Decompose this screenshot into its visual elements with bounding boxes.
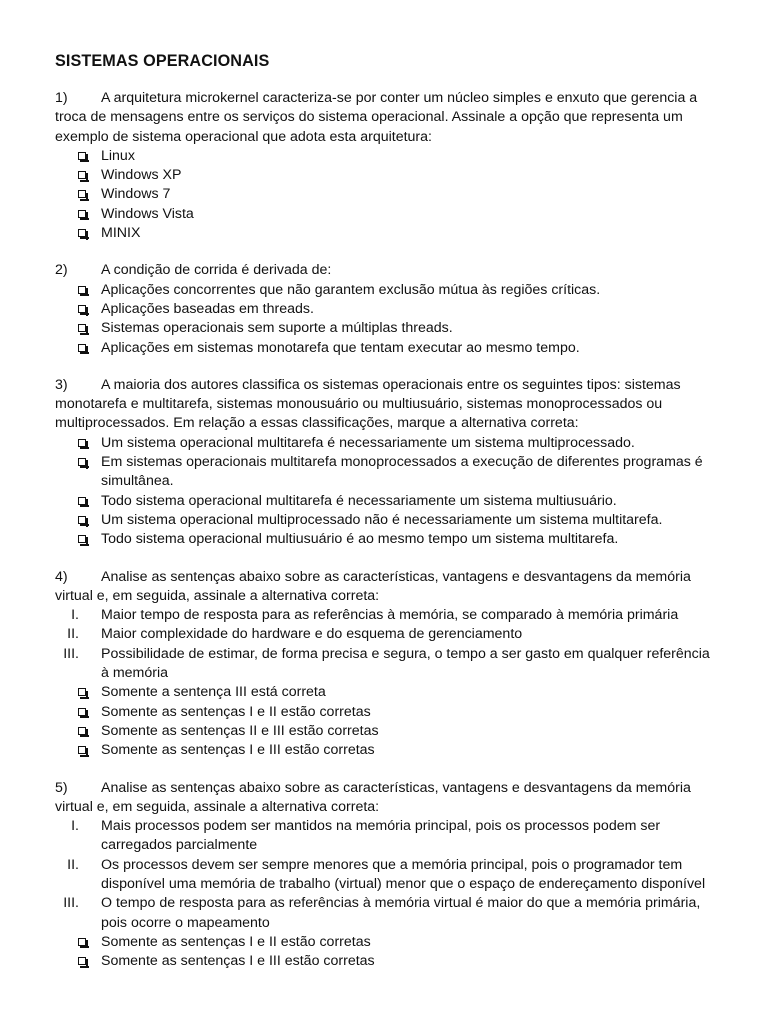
sentence-text: Possibilidade de estimar, de forma precisa e segura, o tempo a ser gasto em qualquer referência à memória: [101, 645, 710, 682]
checkbox-icon[interactable]: [78, 535, 86, 543]
options-list: [55, 933, 720, 972]
sentence-numeral: I.: [71, 818, 79, 835]
question-text: [55, 261, 720, 280]
option-label: Sistemas operacionais sem suporte a múltiplas threads.: [101, 320, 453, 337]
option-item[interactable]: [55, 952, 720, 971]
sentence-numeral: III.: [63, 895, 79, 912]
document-page: [55, 50, 720, 971]
option-item[interactable]: [55, 300, 720, 319]
checkbox-icon[interactable]: [78, 324, 86, 332]
sentence-item: [55, 625, 720, 644]
option-item[interactable]: [55, 319, 720, 338]
question-statement: A arquitetura microkernel caracteriza-se por conter um núcleo simples e enxuto que gerencia a troca de mensagens entre os serviços do sistema operacional. Assinale a opção que representa um exemplo de sistema operacional que adota esta arquitetura:: [55, 90, 698, 145]
checkbox-icon[interactable]: [78, 152, 86, 160]
option-label: Somente as sentenças I e II estão corretas: [101, 703, 371, 720]
option-label: Todo sistema operacional multitarefa é necessariamente um sistema multiusuário.: [101, 492, 617, 509]
option-item[interactable]: [55, 703, 720, 722]
question-text: [55, 568, 720, 607]
sentence-text: Maior tempo de resposta para as referências à memória, se comparado à memória primária: [101, 607, 679, 624]
option-label: Somente as sentenças II e III estão corretas: [101, 722, 379, 739]
document-title: SISTEMAS OPERACIONAIS: [55, 52, 270, 70]
option-item[interactable]: [55, 339, 720, 358]
sentence-text: Os processos devem ser sempre menores que a memória principal, pois o programador tem disponível uma memória de trabalho (virtual) menor que o espaço de endereçamento disponível: [101, 856, 706, 892]
sentence-item: [55, 894, 720, 933]
question-text: [55, 376, 720, 434]
question-5: [55, 779, 720, 972]
option-label: Windows XP: [101, 167, 182, 184]
option-label: Todo sistema operacional multiusuário é ao mesmo tempo um sistema multitarefa.: [101, 531, 619, 548]
sentence-numeral: I.: [71, 607, 79, 624]
question-text: [55, 89, 720, 147]
question-number: 3): [55, 376, 68, 393]
question-1: [55, 89, 720, 243]
sentence-numeral: II.: [67, 626, 79, 643]
option-item[interactable]: [55, 147, 720, 166]
option-item[interactable]: [55, 933, 720, 952]
option-label: MINIX: [101, 225, 141, 242]
sentence-numeral: II.: [67, 856, 79, 873]
question-statement: A maioria dos autores classifica os sistemas operacionais entre os seguintes tipos: sistemas monotarefa e multitarefa, sistemas monousuário ou multiusuário, sistemas monoprocessados ou multiprocessados. Em relação a essas classificações, marque a alternativa correta:: [55, 376, 681, 432]
option-item[interactable]: [55, 224, 720, 243]
option-item[interactable]: [55, 683, 720, 702]
question-number: 2): [55, 262, 68, 279]
options-list: [55, 281, 720, 358]
sentence-text: Maior complexidade do hardware e do esquema de gerenciamento: [101, 626, 523, 643]
sentence-item: [55, 645, 720, 684]
question-statement: Analise as sentenças abaixo sobre as características, vantagens e desvantagens da memória virtual e, em seguida, assinale a alternativa correta:: [55, 568, 691, 604]
option-label: Somente as sentenças I e II estão corretas: [101, 933, 371, 950]
checkbox-icon[interactable]: [78, 171, 86, 179]
option-item[interactable]: [55, 741, 720, 760]
option-item[interactable]: [55, 185, 720, 204]
options-list: [55, 434, 720, 550]
sentence-text: Mais processos podem ser mantidos na memória principal, pois os processos podem ser carregados parcialmente: [101, 818, 661, 854]
checkbox-icon[interactable]: [78, 938, 86, 946]
sentence-list: [55, 606, 720, 683]
checkbox-icon[interactable]: [78, 727, 86, 735]
option-label: Windows 7: [101, 186, 171, 203]
option-item[interactable]: [55, 492, 720, 511]
sentence-item: [55, 817, 720, 856]
checkbox-icon[interactable]: [78, 688, 86, 696]
question-3: [55, 376, 720, 550]
sentence-text: O tempo de resposta para as referências à memória virtual é maior do que a memória primária, pois ocorre o mapeamento: [101, 895, 701, 931]
sentence-list: [55, 817, 720, 933]
option-label: Um sistema operacional multitarefa é necessariamente um sistema multiprocessado.: [101, 434, 635, 451]
sentence-item: [55, 856, 720, 895]
option-label: Aplicações em sistemas monotarefa que tentam executar ao mesmo tempo.: [101, 339, 580, 356]
checkbox-icon[interactable]: [78, 190, 86, 198]
option-item[interactable]: [55, 530, 720, 549]
sentence-item: [55, 606, 720, 625]
option-label: Somente as sentenças I e III estão corretas: [101, 742, 375, 759]
checkbox-icon[interactable]: [78, 746, 86, 754]
option-label: Linux: [101, 147, 135, 164]
sentence-numeral: III.: [63, 645, 79, 662]
checkbox-icon[interactable]: [78, 439, 86, 447]
option-label: Somente a sentença III está correta: [101, 684, 326, 701]
checkbox-icon[interactable]: [78, 305, 86, 313]
checkbox-icon[interactable]: [78, 210, 86, 218]
checkbox-icon[interactable]: [78, 286, 86, 294]
option-item[interactable]: [55, 166, 720, 185]
option-item[interactable]: [55, 453, 720, 492]
option-label: Somente as sentenças I e III estão corretas: [101, 953, 375, 970]
options-list: [55, 683, 720, 760]
option-label: Windows Vista: [101, 205, 194, 222]
checkbox-icon[interactable]: [78, 516, 86, 524]
option-item[interactable]: [55, 434, 720, 453]
option-item[interactable]: [55, 722, 720, 741]
option-label: Aplicações baseadas em threads.: [101, 300, 314, 317]
question-number: 4): [55, 568, 68, 585]
checkbox-icon[interactable]: [78, 458, 86, 466]
options-list: [55, 147, 720, 243]
question-2: [55, 261, 720, 357]
option-item[interactable]: [55, 511, 720, 530]
question-number: 5): [55, 779, 68, 796]
question-number: 1): [55, 90, 68, 106]
question-statement: Analise as sentenças abaixo sobre as características, vantagens e desvantagens da memória virtual e, em seguida, assinale a alternativa correta:: [55, 779, 691, 815]
option-label: Um sistema operacional multiprocessado não é necessariamente um sistema multitarefa.: [101, 511, 663, 528]
question-text: [55, 779, 720, 818]
question-statement: A condição de corrida é derivada de:: [101, 262, 332, 279]
checkbox-icon[interactable]: [78, 229, 86, 237]
option-item[interactable]: [55, 281, 720, 300]
option-label: Aplicações concorrentes que não garantem exclusão mútua às regiões críticas.: [101, 281, 601, 298]
checkbox-icon[interactable]: [78, 708, 86, 716]
checkbox-icon[interactable]: [78, 957, 86, 965]
option-item[interactable]: [55, 205, 720, 224]
question-4: [55, 568, 720, 761]
option-label: Em sistemas operacionais multitarefa monoprocessados a execução de diferentes programas é simultânea.: [101, 454, 703, 490]
checkbox-icon[interactable]: [78, 497, 86, 505]
checkbox-icon[interactable]: [78, 344, 86, 352]
